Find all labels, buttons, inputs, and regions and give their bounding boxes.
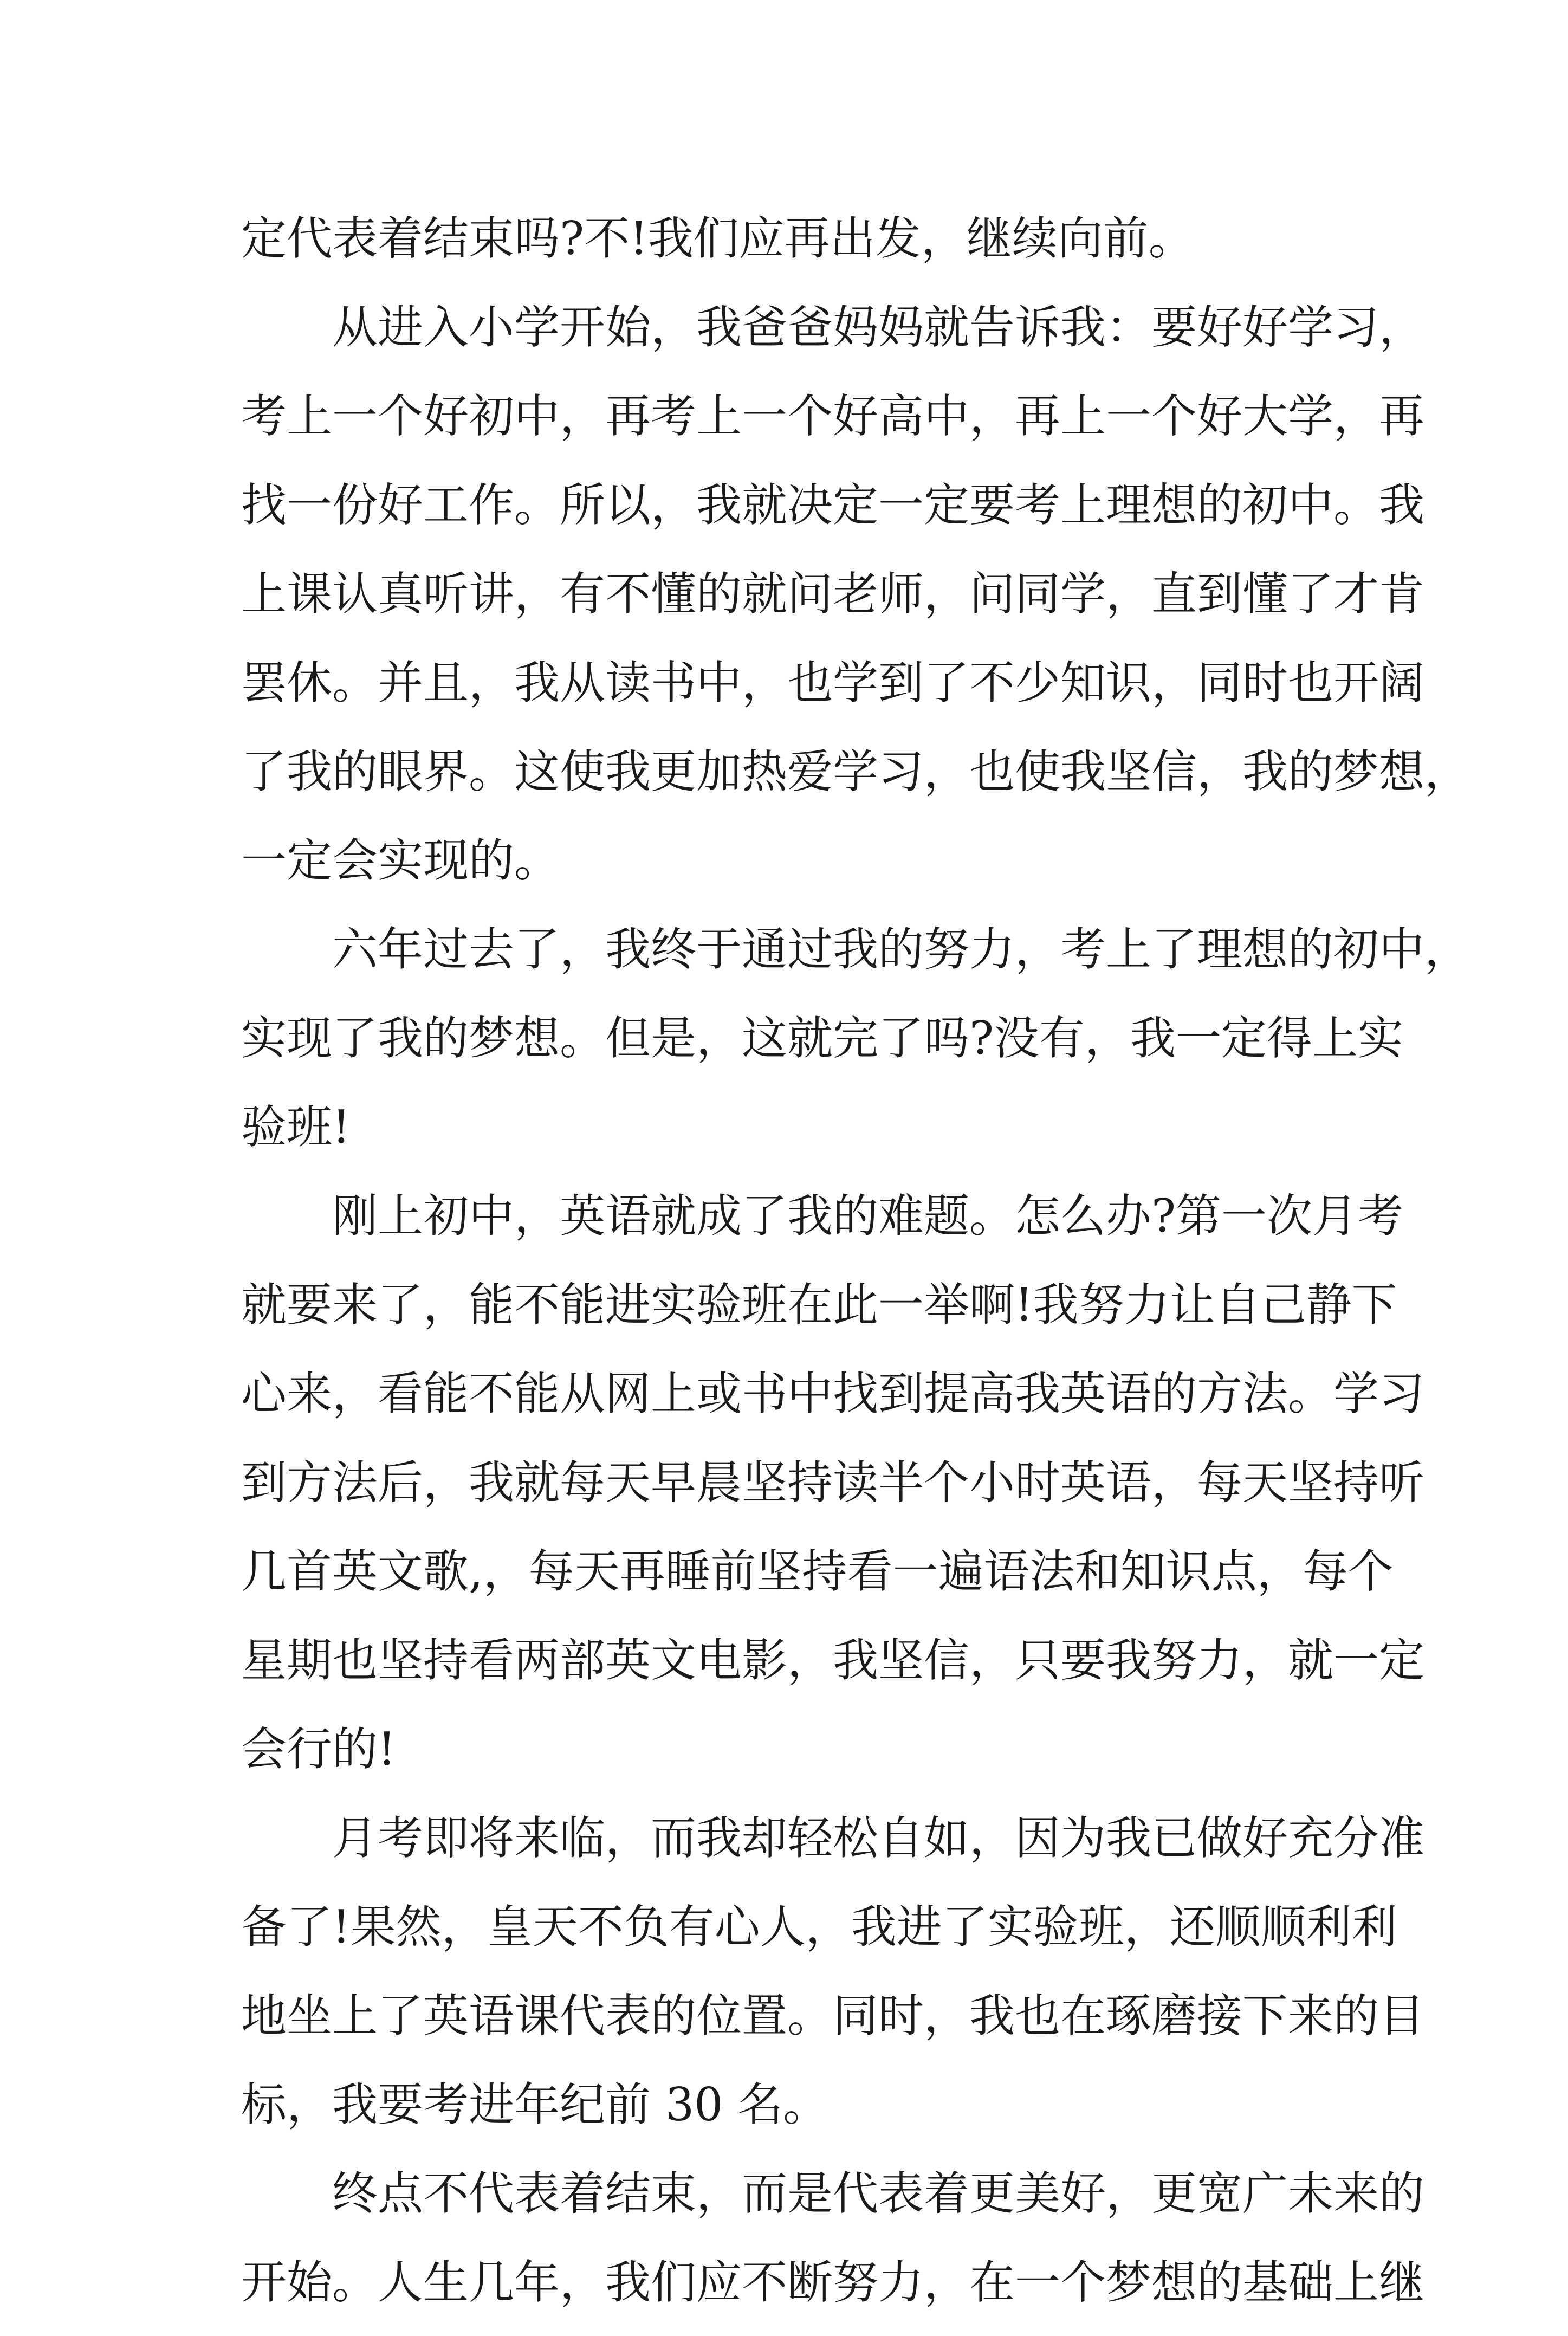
text-line: 验班! <box>241 1101 351 1154</box>
text-line: 地坐上了英语课代表的位置。同时，我也在琢磨接下来的目 <box>241 1989 1425 2042</box>
text-line: 到方法后，我就每天早晨坚持读半个小时英语，每天坚持听 <box>241 1456 1425 1509</box>
text-line: 心来，看能不能从网上或书中找到提高我英语的方法。学习 <box>241 1367 1425 1420</box>
text-line: 定代表着结束吗?不!我们应再出发，继续向前。 <box>241 212 1194 265</box>
text-line: 开始。人生几年，我们应不断努力，在一个梦想的基础上继 <box>241 2256 1425 2309</box>
text-line: 一定会实现的。 <box>241 834 560 887</box>
text-line: 考上一个好初中，再考上一个好高中，再上一个好大学，再 <box>241 390 1425 443</box>
text-line: 就要来了，能不能进实验班在此一举啊!我努力让自己静下 <box>241 1278 1397 1331</box>
text-line: 罢休。并且，我从读书中，也学到了不少知识，同时也开阔 <box>241 656 1425 709</box>
text-line: 了我的眼界。这使我更加热爱学习，也使我坚信，我的梦想， <box>241 745 1470 798</box>
paragraph-start-line: 从进入小学开始，我爸爸妈妈就告诉我：要好好学习， <box>332 301 1425 354</box>
paragraph-start-line: 终点不代表着结束，而是代表着更美好，更宽广未来的 <box>332 2167 1425 2220</box>
text-line: 备了!果然，皇天不负有心人，我进了实验班，还顺顺利利 <box>241 1900 1397 1953</box>
text-line: 上课认真听讲，有不懂的就问老师，问同学，直到懂了才肯 <box>241 567 1425 620</box>
text-line: 实现了我的梦想。但是，这就完了吗?没有，我一定得上实 <box>241 1012 1404 1065</box>
paragraph-start-line: 六年过去了，我终于通过我的努力，考上了理想的初中， <box>332 923 1470 976</box>
text-line: 星期也坚持看两部英文电影，我坚信，只要我努力，就一定 <box>241 1634 1425 1687</box>
text-line: 会行的! <box>241 1723 396 1776</box>
document-body <box>241 203 1470 2336</box>
paragraph-start-line: 月考即将来临，而我却轻松自如，因为我已做好充分准 <box>332 1811 1425 1865</box>
paragraph-start-line: 刚上初中，英语就成了我的难题。怎么办?第一次月考 <box>332 1189 1404 1243</box>
text-line: 标，我要考进年纪前 30 名。 <box>241 2078 829 2131</box>
text-line: 找一份好工作。所以，我就决定一定要考上理想的初中。我 <box>241 478 1425 532</box>
text-line: 几首英文歌,，每天再睡前坚持看一遍语法和知识点，每个 <box>241 1545 1394 1598</box>
